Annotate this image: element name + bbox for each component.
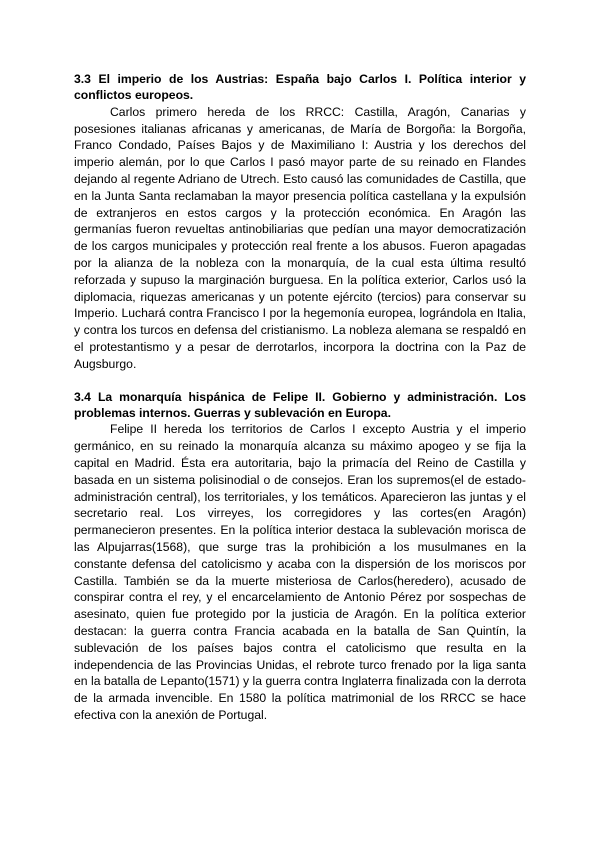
section-3-4 xyxy=(74,389,526,724)
section-heading: 3.3 El imperio de los Austrias: España bajo Carlos I. Política interior y conflictos europeos. xyxy=(74,72,526,103)
section-paragraph: Felipe II hereda los territorios de Carlos I excepto Austria y el imperio germánico, en su reinado la monarquía alcanza su máximo apogeo y se fija la capital en Madrid. Ésta era autoritaria, bajo la primacía del Reino de Castilla y basada en un sistema polisinodial o de consejos. Eran los supremos(el de estado-administración central), los territoriales, y los temáticos. Aparecieron las juntas y el secretario real. Los virreyes, los corregidores y las cortes(en Aragón) permanecieron presentes. En la política interior destaca la sublevación morisca de las Alpujarras(1568), que surge tras la prohibición a los musulmanes en la constante defensa del catolicismo y acaba con la dispersión de los moriscos por Castilla. También se da la muerte misteriosa de Carlos(heredero), acusado de conspirar contra el rey, y el encarcelamiento de Antonio Pérez por sospechas de asesinato, quien fue protegido por la justicia de Aragón. En la política exterior destacan: la guerra contra Francia acabada en la batalla de San Quintín, la sublevación de los países bajos contra el catolicismo que resulta en la independencia de las Provincias Unidas, el rebrote turco frenado por la liga santa en la batalla de Lepanto(1571) y la guerra contra Inglaterra finalizada con la derrota de la armada invencible. En 1580 la política matrimonial de los RRCC se hace efectiva con la anexión de Portugal. xyxy=(74,422,526,722)
document-page xyxy=(74,71,526,724)
section-3-3 xyxy=(74,71,526,373)
section-paragraph: Carlos primero hereda de los RRCC: Castilla, Aragón, Canarias y posesiones italianas africanas y americanas, de María de Borgoña: la Borgoña, Franco Condado, Países Bajos y de Maximiliano I: Austria y los derechos del imperio alemán, por lo que Carlos I pasó mayor parte de su reinado en Flandes dejando al regente Adriano de Utrech. Esto causó las comunidades de Castilla, que en la Junta Santa reclamaban la mayor presencia política castellana y la expulsión de extranjeros en estos cargos y la protección económica. En Aragón las germanías fueron revueltas antinobiliarias que pedían una mayor democratización de los cargos municipales y protección real frente a los abusos. Fueron apagadas por la alianza de la nobleza con la monarquía, de la cual esta última resultó reforzada y supuso la marginación burguesa. En la política exterior, Carlos usó la diplomacia, riquezas americanas y un potente ejército (tercios) para conservar su Imperio. Luchará contra Francisco I por la hegemonía europea, lográndola en Italia, y contra los turcos en defensa del cristianismo. La nobleza alemana se respaldó en el protestantismo y a pesar de derrotarlos, incorpora la doctrina con la Paz de Augsburgo. xyxy=(74,104,526,371)
section-heading: 3.4 La monarquía hispánica de Felipe II. Gobierno y administración. Los problemas internos. Guerras y sublevación en Europa. xyxy=(74,389,526,420)
